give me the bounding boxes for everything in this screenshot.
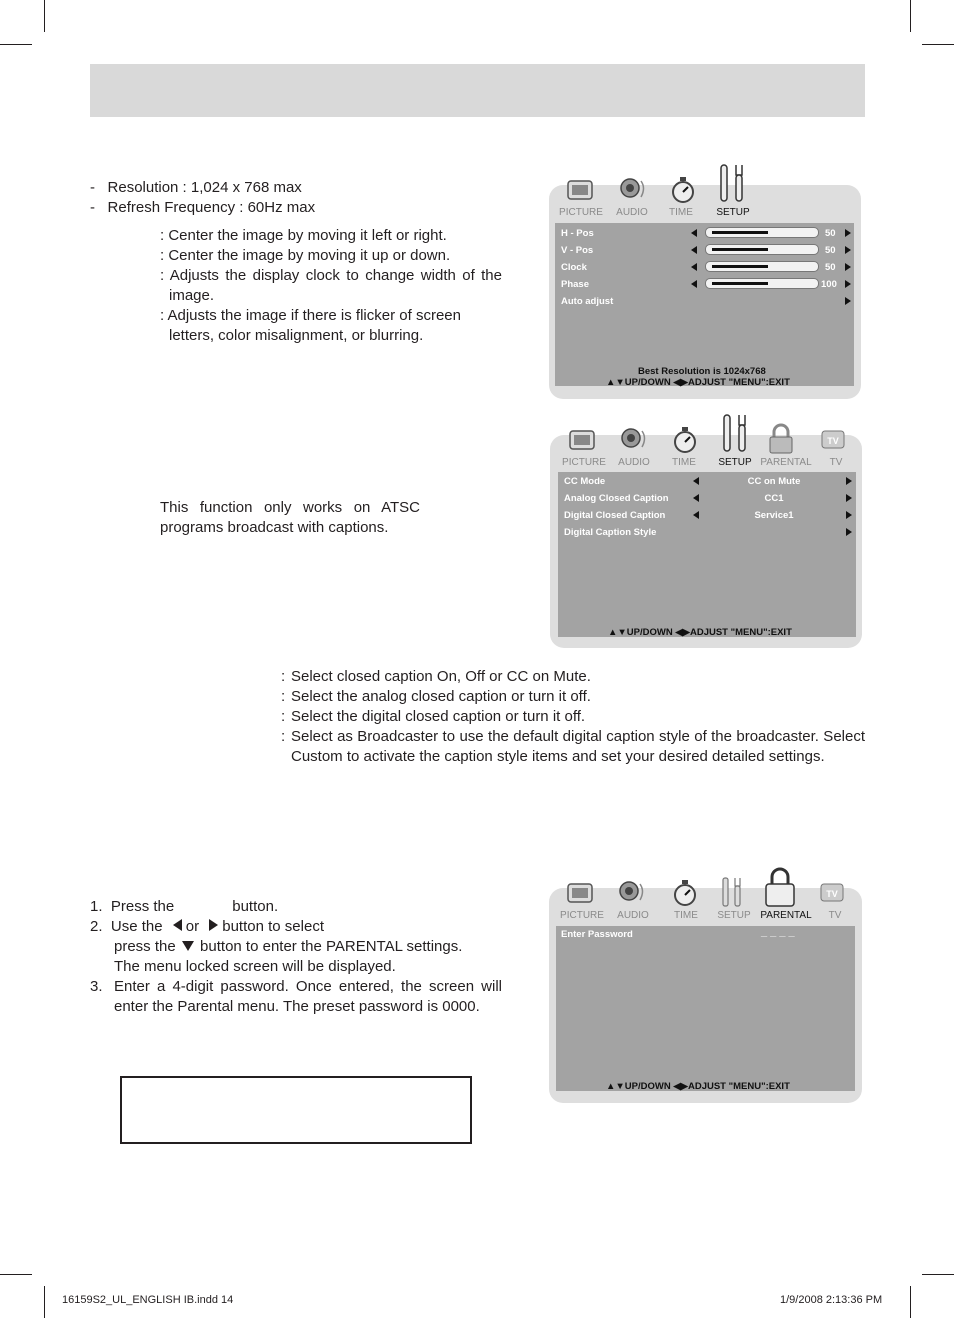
desc-clock: : Adjusts the display clock to change width of the image.: [160, 267, 502, 304]
menu-footer: ▲▼UP/DOWN ◀▶ADJUST "MENU":EXIT: [608, 627, 792, 638]
value-vpos: 50: [825, 245, 836, 256]
slider-vpos[interactable]: [705, 244, 819, 255]
value-cc-mode: CC on Mute: [747, 476, 801, 487]
right-triangle-icon: [209, 919, 218, 931]
header-bar: [90, 64, 865, 117]
value-analog-cc: CC1: [764, 493, 784, 504]
crop-mark: [44, 1286, 45, 1318]
slider-fill: [712, 265, 768, 268]
cc-desc-colon: :: [281, 708, 286, 725]
svg-text:TV: TV: [826, 889, 838, 899]
lock-icon: [763, 866, 797, 913]
tab-tv[interactable]: TV: [829, 457, 843, 468]
slider-phase[interactable]: [705, 278, 819, 289]
left-arrow-icon[interactable]: [693, 477, 699, 485]
menu-screen: [558, 472, 856, 637]
tab-audio[interactable]: AUDIO: [617, 910, 649, 921]
desc-phase: : Adjusts the image if there is flicker of screen letters, color misalignment, or blurring.: [160, 307, 461, 344]
tab-parental[interactable]: PARENTAL: [760, 457, 812, 468]
footer-filename: 16159S2_UL_ENGLISH IB.indd 14: [62, 1294, 234, 1306]
crop-mark: [910, 1286, 911, 1318]
right-arrow-icon[interactable]: [846, 494, 852, 502]
picture-icon: [568, 427, 596, 458]
crop-mark: [922, 1274, 954, 1275]
right-arrow-icon[interactable]: [845, 246, 851, 254]
slider-fill: [712, 282, 768, 285]
footer-date: 1/9/2008 2:13:36 PM: [780, 1294, 883, 1306]
tab-setup[interactable]: SETUP: [717, 910, 751, 921]
audio-icon: [618, 175, 648, 210]
left-arrow-icon[interactable]: [693, 511, 699, 519]
tv-icon: [820, 428, 846, 457]
menu-footer: ▲▼UP/DOWN ◀▶ADJUST "MENU":EXIT: [606, 377, 790, 388]
right-arrow-icon[interactable]: [845, 229, 851, 237]
step-3: Enter a 4-digit password. Once entered, the screen will enter the Parental menu. The preset password is 0000.: [114, 978, 502, 1015]
menu-row-vpos[interactable]: V - Pos: [561, 245, 594, 256]
step-3-num: 3.: [90, 978, 103, 995]
menu-row-caption-style[interactable]: Digital Caption Style: [564, 527, 657, 538]
menu-row-analog-cc[interactable]: Analog Closed Caption: [564, 493, 669, 504]
menu-row-phase[interactable]: Phase: [561, 279, 589, 290]
step-2-line3: The menu locked screen will be displayed.: [114, 958, 396, 975]
cc-desc-colon: :: [281, 728, 286, 745]
cc-desc-mode: Select closed caption On, Off or CC on Mute.: [291, 668, 591, 685]
time-icon: [669, 175, 697, 210]
tab-tv[interactable]: TV: [828, 910, 842, 921]
best-resolution: Best Resolution is 1024x768: [638, 366, 766, 377]
crop-mark: [44, 0, 45, 32]
right-arrow-icon[interactable]: [846, 511, 852, 519]
crop-mark: [0, 44, 32, 45]
left-arrow-icon[interactable]: [691, 229, 697, 237]
tab-time[interactable]: TIME: [674, 910, 698, 921]
tab-setup[interactable]: SETUP: [718, 457, 752, 468]
right-arrow-icon[interactable]: [845, 280, 851, 288]
value-digital-cc: Service1: [754, 510, 794, 521]
tab-time[interactable]: TIME: [672, 457, 696, 468]
svg-text:TV: TV: [827, 436, 839, 446]
tab-picture[interactable]: PICTURE: [559, 207, 603, 218]
desc-hpos: : Center the image by moving it left or right.: [160, 227, 447, 244]
tab-setup[interactable]: SETUP: [716, 207, 750, 218]
setup-icon: [719, 876, 745, 913]
tab-picture[interactable]: PICTURE: [562, 457, 606, 468]
cc-desc-digital: Select the digital closed caption or turn it off.: [291, 708, 586, 725]
tab-picture[interactable]: PICTURE: [560, 910, 604, 921]
tab-audio[interactable]: AUDIO: [616, 207, 648, 218]
spec-resolution: - Resolution : 1,024 x 768 max: [90, 179, 302, 196]
pc-setup-menu: [549, 185, 861, 399]
setup-icon: [719, 413, 751, 460]
setup-icon: [716, 163, 748, 210]
spec-refresh: - Refresh Frequency : 60Hz max: [90, 199, 316, 216]
left-arrow-icon[interactable]: [691, 246, 697, 254]
value-hpos: 50: [825, 228, 836, 239]
menu-screen: [556, 926, 855, 1091]
right-arrow-icon[interactable]: [845, 297, 851, 305]
value-clock: 50: [825, 262, 836, 273]
left-arrow-icon[interactable]: [691, 263, 697, 271]
audio-icon: [619, 425, 649, 460]
picture-icon: [566, 880, 594, 911]
tab-time[interactable]: TIME: [669, 207, 693, 218]
picture-icon: [566, 177, 594, 208]
menu-row-cc-mode[interactable]: CC Mode: [564, 476, 606, 487]
cc-desc-analog: Select the analog closed caption or turn it off.: [291, 688, 591, 705]
down-triangle-icon: [182, 941, 194, 951]
menu-row-clock[interactable]: Clock: [561, 262, 587, 273]
crop-mark: [0, 1274, 32, 1275]
slider-fill: [712, 248, 768, 251]
cc-setup-menu: [550, 435, 862, 648]
slider-fill: [712, 231, 768, 234]
menu-screen: [555, 223, 854, 386]
crop-mark: [922, 44, 954, 45]
desc-vpos: : Center the image by moving it up or down.: [160, 247, 451, 264]
tab-audio[interactable]: AUDIO: [618, 457, 650, 468]
right-arrow-icon[interactable]: [846, 528, 852, 536]
left-triangle-icon: [173, 919, 182, 931]
cc-note: This function only works on ATSC programs broadcast with captions.: [160, 499, 420, 536]
menu-row-digital-cc[interactable]: Digital Closed Caption: [564, 510, 666, 521]
note-box: [120, 1076, 472, 1144]
lock-icon: [767, 423, 795, 460]
step-2: 2. Use the or button to select: [90, 918, 324, 935]
cc-desc-colon: :: [281, 688, 286, 705]
menu-footer: ▲▼UP/DOWN ◀▶ADJUST "MENU":EXIT: [606, 1081, 790, 1092]
menu-row-auto-adjust[interactable]: Auto adjust: [561, 296, 614, 307]
left-arrow-icon[interactable]: [691, 280, 697, 288]
step-2-line2: press the button to enter the PARENTAL settings.: [114, 938, 463, 955]
right-arrow-icon[interactable]: [846, 477, 852, 485]
audio-icon: [617, 878, 647, 913]
left-arrow-icon[interactable]: [693, 494, 699, 502]
slider-hpos[interactable]: [705, 227, 819, 238]
value-phase: 100: [821, 279, 837, 290]
menu-row-hpos[interactable]: H - Pos: [561, 228, 594, 239]
slider-clock[interactable]: [705, 261, 819, 272]
time-icon: [671, 878, 699, 913]
crop-mark: [910, 0, 911, 32]
tab-parental[interactable]: PARENTAL: [760, 910, 812, 921]
right-arrow-icon[interactable]: [845, 263, 851, 271]
step-1: 1. Press the button.: [90, 898, 279, 915]
cc-desc-colon: :: [281, 668, 286, 685]
enter-password-label: Enter Password: [561, 929, 633, 940]
cc-desc-style: Select as Broadcaster to use the default digital caption style of the broadcaster. Select Custom to activate the caption style items and set your desired detailed settings.: [291, 728, 865, 765]
password-field[interactable]: _ _ _ _: [761, 926, 795, 938]
parental-menu: [549, 888, 862, 1103]
tv-icon: [819, 881, 845, 910]
time-icon: [671, 425, 699, 460]
